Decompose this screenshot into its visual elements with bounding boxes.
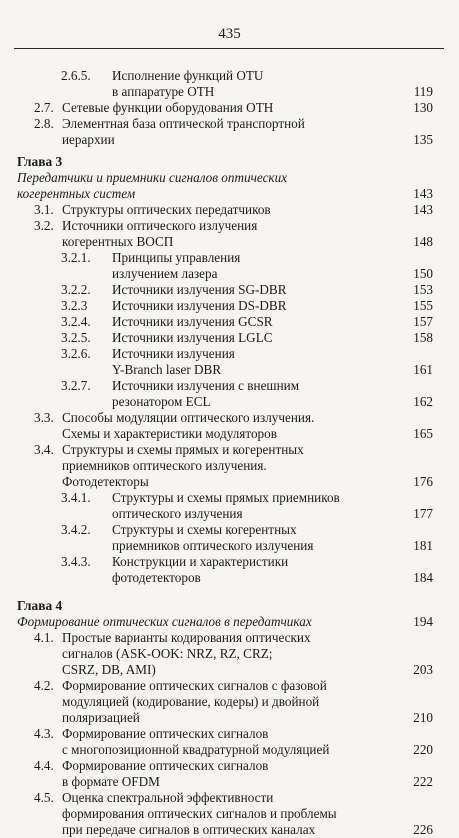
toc-entry-title-line: Сетевые функции оборудования OTH <box>62 100 274 115</box>
toc-entry-title-line: оптического излучения <box>112 506 243 521</box>
toc-entry-number: 3.3. <box>34 410 54 425</box>
toc-entry-page: 203 <box>413 662 433 677</box>
toc-entry-title-line: Структуры и схемы прямых приемников <box>112 490 340 505</box>
toc-entry-number: 2.8. <box>34 116 54 131</box>
toc-entry-title-line: Источники оптического излучения <box>62 218 258 233</box>
toc-entry-title-line: в аппаратуре OTH <box>112 84 215 99</box>
toc-entry <box>0 630 459 678</box>
toc-entry-title-line: иерархии <box>62 132 115 147</box>
toc-entry <box>0 314 459 330</box>
toc-entry-page: 135 <box>413 132 433 147</box>
toc-entry-title-line: приемников оптического излучения. <box>62 458 267 473</box>
toc-entry-title-line: Источники излучения DS-DBR <box>112 298 287 313</box>
toc-entry <box>0 442 459 490</box>
toc-entry-page: 165 <box>413 426 433 441</box>
chapter-label: Глава 4 <box>17 598 63 613</box>
toc-entry-number: 3.4.1. <box>61 490 91 505</box>
toc-entry-number: 4.1. <box>34 630 54 645</box>
toc-entry-title-line: резонатором ECL <box>112 394 211 409</box>
toc-entry-number: 4.5. <box>34 790 54 805</box>
chapter-gap <box>0 586 459 592</box>
toc-entry <box>0 250 459 282</box>
toc-entry-title-line: Формирование оптических сигналов <box>62 726 269 741</box>
table-of-contents <box>0 68 459 838</box>
toc-entry <box>0 330 459 346</box>
toc-entry-page: 177 <box>413 506 433 521</box>
toc-entry-title-line: модуляцией (кодирование, кодеры) и двойной <box>62 694 320 709</box>
toc-entry-title-line: Источники излучения <box>112 346 235 361</box>
toc-entry-page: 155 <box>413 298 433 313</box>
toc-entry <box>0 218 459 250</box>
toc-entry-number: 3.2. <box>34 218 54 233</box>
toc-entry-page: 222 <box>413 774 433 789</box>
toc-entry-number: 4.2. <box>34 678 54 693</box>
toc-entry-page: 210 <box>413 710 433 725</box>
toc-entry <box>0 346 459 378</box>
toc-entry-number: 3.4. <box>34 442 54 457</box>
toc-entry <box>0 116 459 148</box>
toc-entry-page: 130 <box>413 100 433 115</box>
toc-entry-page: 150 <box>413 266 433 281</box>
toc-entry <box>0 282 459 298</box>
toc-entry-number: 4.4. <box>34 758 54 773</box>
chapter-page: 194 <box>413 614 433 629</box>
toc-entry-number: 3.4.2. <box>61 522 91 537</box>
chapter-title-line: Передатчики и приемники сигналов оптических <box>17 170 288 185</box>
toc-entry-number: 4.3. <box>34 726 54 741</box>
toc-entry-title-line: Y-Branch laser DBR <box>112 362 222 377</box>
toc-entry-title-line: Принципы управления <box>112 250 241 265</box>
toc-entry-number: 3.2.7. <box>61 378 91 393</box>
toc-entry-page: 119 <box>413 84 433 99</box>
toc-entry-title-line: Исполнение функций OTU <box>112 68 264 83</box>
header-rule <box>14 48 444 49</box>
toc-entry-title-line: Формирование оптических сигналов с фазовой <box>62 678 327 693</box>
toc-entry-page: 184 <box>413 570 433 585</box>
toc-entry-page: 226 <box>413 822 433 837</box>
toc-entry-title-line: Источники излучения SG-DBR <box>112 282 287 297</box>
toc-entry-page: 158 <box>413 330 433 345</box>
toc-entry-number: 3.2.1. <box>61 250 91 265</box>
toc-entry-page: 148 <box>413 234 433 249</box>
toc-entry <box>0 678 459 726</box>
chapter-title-line: когерентных систем <box>17 186 136 201</box>
toc-entry-page: 162 <box>413 394 433 409</box>
toc-entry-page: 176 <box>413 474 433 489</box>
chapter-page: 143 <box>413 186 433 201</box>
toc-entry-number: 2.7. <box>34 100 54 115</box>
toc-entry-number: 3.1. <box>34 202 54 217</box>
toc-entry-title-line: Фотодетекторы <box>62 474 149 489</box>
toc-entry-page: 220 <box>413 742 433 757</box>
chapter-title-line: Формирование оптических сигналов в передатчиках <box>17 614 312 629</box>
toc-entry-page: 157 <box>413 314 433 329</box>
toc-entry-title-line: в формате OFDM <box>62 774 160 789</box>
toc-entry-title-line: Структуры и схемы когерентных <box>112 522 297 537</box>
toc-entry <box>0 410 459 442</box>
toc-entry-title-line: фотодетекторов <box>112 570 201 585</box>
toc-entry-title-line: Оценка спектральной эффективности <box>62 790 274 805</box>
toc-entry <box>0 790 459 838</box>
chapter-title <box>0 170 459 202</box>
toc-entry-title-line: Конструкции и характеристики <box>112 554 289 569</box>
toc-entry <box>0 554 459 586</box>
toc-entry-title-line: приемников оптического излучения <box>112 538 314 553</box>
toc-entry-title-line: Источники излучения LGLC <box>112 330 273 345</box>
toc-entry <box>0 378 459 410</box>
toc-entry-title-line: формирования оптических сигналов и проблемы <box>62 806 337 821</box>
toc-entry <box>0 726 459 758</box>
toc-entry-number: 3.2.5. <box>61 330 91 345</box>
toc-entry <box>0 490 459 522</box>
toc-entry <box>0 100 459 116</box>
toc-entry-title-line: Формирование оптических сигналов <box>62 758 269 773</box>
toc-entry-page: 153 <box>413 282 433 297</box>
toc-entry-title-line: Источники излучения с внешним <box>112 378 300 393</box>
toc-entry-title-line: Элементная база оптической транспортной <box>62 116 305 131</box>
toc-entry <box>0 298 459 314</box>
toc-entry-title-line: поляризацией <box>62 710 140 725</box>
toc-entry-title-line: CSRZ, DB, AMI) <box>62 662 156 677</box>
toc-entry-title-line: сигналов (ASK-OOK: NRZ, RZ, CRZ; <box>62 646 273 661</box>
toc-entry-page: 143 <box>413 202 433 217</box>
toc-entry <box>0 522 459 554</box>
toc-entry-number: 2.6.5. <box>61 68 91 83</box>
toc-entry-number: 3.2.2. <box>61 282 91 297</box>
toc-entry-title-line: при передаче сигналов в оптических каналах <box>62 822 316 837</box>
toc-entry-title-line: Схемы и характеристики модуляторов <box>62 426 277 441</box>
toc-entry-number: 3.2.6. <box>61 346 91 361</box>
toc-entry-title-line: излучением лазера <box>112 266 218 281</box>
toc-entry <box>0 758 459 790</box>
toc-entry-page: 161 <box>413 362 433 377</box>
toc-entry <box>0 68 459 100</box>
toc-entry-number: 3.2.3 <box>61 298 88 313</box>
toc-entry-title-line: Структуры оптических передатчиков <box>62 202 271 217</box>
toc-entry-page: 181 <box>413 538 433 553</box>
toc-entry-title-line: с многопозиционной квадратурной модуляцией <box>62 742 330 757</box>
toc-entry <box>0 202 459 218</box>
chapter-label: Глава 3 <box>17 154 63 169</box>
toc-entry-title-line: Простые варианты кодирования оптических <box>62 630 311 645</box>
toc-entry-title-line: Структуры и схемы прямых и когерентных <box>62 442 304 457</box>
toc-entry-number: 3.2.4. <box>61 314 91 329</box>
toc-entry-title-line: Способы модуляции оптического излучения. <box>62 410 315 425</box>
toc-entry-number: 3.4.3. <box>61 554 91 569</box>
toc-entry-title-line: Источники излучения GCSR <box>112 314 273 329</box>
page-number: 435 <box>218 26 241 42</box>
toc-entry-title-line: когерентных ВОСП <box>62 234 174 249</box>
chapter-title <box>0 614 459 630</box>
